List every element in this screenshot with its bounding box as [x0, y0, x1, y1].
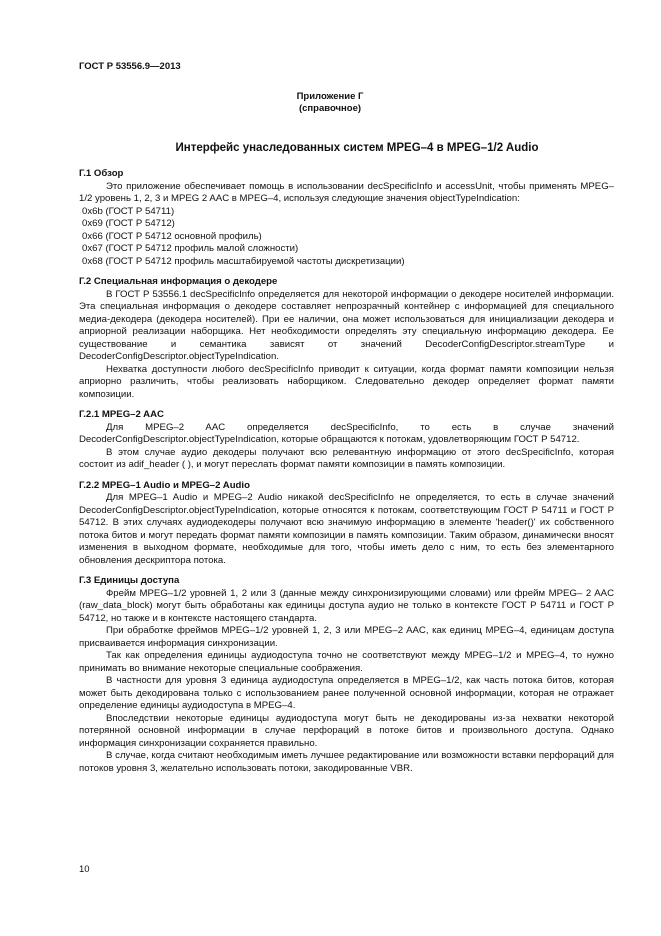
- paragraph: В ГОСТ Р 53556.1 decSpecificInfo определяется для некоторой информации о декодере носителей информации. Эта специальная информация о декодере составляет непрозрачный контейнер с информацией для специального медиа-декодера (декодера носителей). При ее наличии, она может использоваться для инициализации декодера и априорной реализации наборщика. Нет необходимости определять эту специальную информацию декодера. Ее существование и семантика зависят от значений DecoderConfigDescriptor.streamType и DecoderConfigDescriptor.objectTypeIndication.: [79, 288, 614, 362]
- section-heading-g1: Г.1 Обзор: [79, 168, 124, 179]
- paragraph: Для MPEG–2 AAC определяется decSpecificInfo, то есть в случае значений DecoderConfigDescriptor.objectTypeIndication, которые обращаются к потокам, удовлетворяющим ГОСТ Р 54712.: [79, 421, 614, 445]
- paragraph: Фрейм MPEG–1/2 уровней 1, 2 или 3 (данные между синхронизирующими словами) или фрейм MPEG– 2 AAC (raw_data_block) могут быть обработаны как единицы доступа аудио не только в контексте ГОСТ Р 54711 и ГОСТ Р 54712, но также и в контексте настоящего стандарта.: [79, 587, 614, 624]
- list-item: 0x67 (ГОСТ Р 54712 профиль малой сложности): [82, 243, 299, 254]
- paragraph: Так как определения единицы аудиодоступа точно не соответствуют между MPEG–1/2 и MPEG–4, то нужно принимать во внимание некоторые специальные соображения.: [79, 650, 614, 674]
- document-body: [79, 168, 614, 775]
- section-heading-g3: Г.3 Единицы доступа: [79, 575, 180, 586]
- section-heading-g2: Г.2 Специальная информация о декодере: [79, 276, 278, 287]
- list-item: 0x69 (ГОСТ Р 54712): [82, 218, 175, 229]
- value-list: [82, 206, 614, 269]
- section-heading-g21: Г.2.1 MPEG–2 AAC: [79, 409, 164, 420]
- appendix-title: Интерфейс унаследованных систем MPEG–4 в MPEG–1/2 Audio: [175, 142, 539, 154]
- list-item: 0x66 (ГОСТ Р 54712 основной профиль): [82, 230, 262, 242]
- list-item: 0x68 (ГОСТ Р 54712 профиль масштабируемой частоты дискретизации): [82, 255, 405, 267]
- page-number: 10: [79, 864, 90, 875]
- paragraph: При обработке фреймов MPEG–1/2 уровней 1, 2, 3 или MPEG–2 AAC, как единиц MPEG–4, единицам доступа присваивается информация синхронизации.: [79, 625, 614, 649]
- paragraph: Для MPEG–1 Audio и MPEG–2 Audio никакой decSpecificInfo не определяется, то есть в случае значений DecoderConfigDescriptor.objectTypeIndication, которые относятся к потокам, соответствующим ГОСТ Р 54711 и ГОСТ Р 54712. В этих случаях аудиодекодеры получают всю значимую информацию в элементе 'header()' их собственного потока битов и могут передать формат памяти композиции в память композиции. Таким образом, динамически вносят изменения в выходном формате, необходимые для того, чтобы иметь дело с ним, то есть без элементарного обновления дескриптора потока.: [79, 492, 614, 566]
- paragraph: В этом случае аудио декодеры получают всю релевантную информацию от этого decSpecificInfo, которая состоит из adif_header ( ), и могут переслать формат памяти композиции в память композиции.: [79, 446, 614, 470]
- appendix-type: (справочное): [298, 103, 362, 114]
- paragraph: Нехватка доступности любого decSpecificInfo приводит к ситуации, когда формат памяти композиции нельзя априорно различить, чтобы реализовать наборщиком. Следовательно декодер определяет формат памяти композиции.: [79, 363, 614, 400]
- paragraph: В частности для уровня 3 единица аудиодоступа определяется в MPEG–1/2, как часть потока битов, которая может быть декодирована только с использованием ранее полученной основной информации, которая не отражает определение единицы аудиодоступа в MPEG–4.: [79, 675, 614, 711]
- paragraph: Это приложение обеспечивает помощь в использовании decSpecificInfo и accessUnit, чтобы применять MPEG–1/2 уровень 1, 2, 3 и MPEG 2 AAC в MPEG–4, используя следующие значения objectTypeIndication:: [79, 180, 614, 204]
- document-header: ГОСТ Р 53556.9—2013: [79, 61, 181, 72]
- paragraph: Впоследствии некоторые единицы аудиодоступа могут быть не декодированы из-за нехватки некоторой потерянной основной информации в случае перфораций в потоке битов и произвольного доступа. Однако информация синхронизации сохраняется правильно.: [79, 712, 614, 749]
- section-heading-g22: Г.2.2 MPEG–1 Audio и MPEG–2 Audio: [79, 479, 250, 491]
- appendix-label: Приложение Г: [296, 91, 364, 102]
- paragraph: В случае, когда считают необходимым иметь лучшее редактирование или возможности вставки перфораций для потоков уровня 3, желательно использовать потоки, закодированные VBR.: [79, 750, 614, 774]
- list-item: 0x6b (ГОСТ Р 54711): [82, 205, 175, 217]
